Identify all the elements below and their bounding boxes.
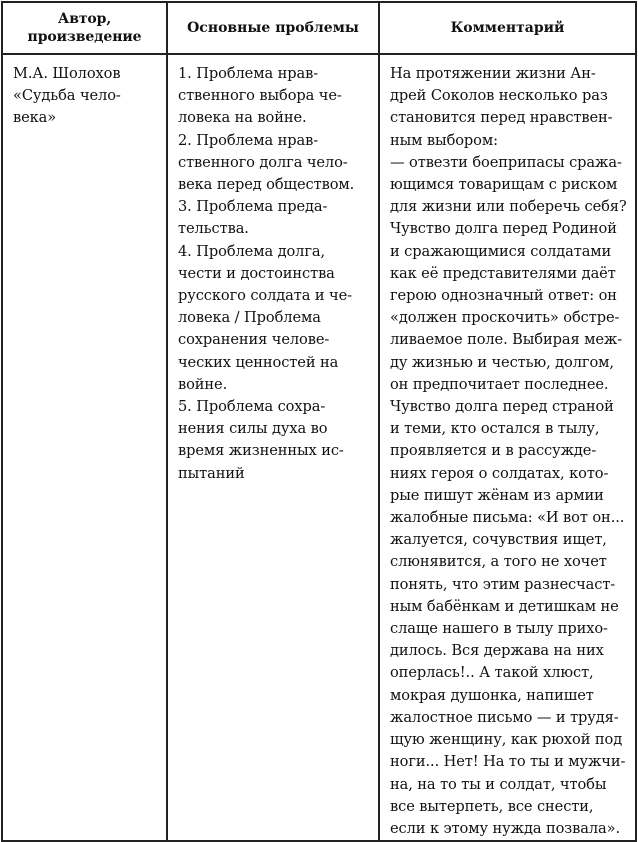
comment-line: слаще нашего в тылу прихо- — [390, 620, 608, 638]
header-author — [2, 2, 167, 54]
problem-line: 5. Проблема сохра- — [178, 398, 326, 416]
comment-line: проявляется и в рассужде- — [390, 442, 597, 460]
comment-line: на, на то ты и солдат, чтобы — [390, 775, 607, 793]
comment-line: дрей Соколов несколько раз — [390, 87, 608, 105]
problem-line: 3. Проблема преда- — [178, 198, 328, 216]
author-cell — [3, 55, 166, 130]
problem-line: тельства. — [178, 220, 249, 238]
comment-line: ным выбором: — [390, 131, 498, 149]
comment-line: Чувство долга перед страной — [390, 398, 614, 416]
table-row — [2, 54, 636, 841]
problem-line: русского солдата и че- — [178, 287, 352, 305]
comment-line: герою однозначный ответ: он — [390, 287, 617, 305]
problem-line: ловека на войне. — [178, 109, 307, 127]
comment-line: и теми, кто остался в тылу, — [390, 420, 600, 438]
problem-line: время жизненных ис- — [178, 442, 344, 460]
problems-cell — [168, 55, 378, 485]
comment-line: дилось. Вся держава на них — [390, 642, 604, 660]
comment-line: жалостное письмо — и трудя- — [390, 708, 619, 726]
comment-line: он предпочитает последнее. — [390, 375, 609, 393]
comment-line: — отвезти боеприпасы сража- — [390, 153, 622, 171]
problem-line: 2. Проблема нрав- — [178, 131, 319, 149]
comment-line: и сражающимися солдатами — [390, 242, 612, 260]
problem-line: 1. Проблема нрав- — [178, 65, 319, 82]
problem-line: 4. Проблема долга, — [178, 242, 326, 260]
comment-line: понять, что этим разнесчаст- — [390, 575, 616, 593]
author-line: века» — [13, 109, 57, 127]
problem-line: войне. — [178, 375, 228, 393]
problem-line: ственного выбора че- — [178, 87, 342, 105]
problem-line: пытаний — [178, 464, 245, 482]
problem-line: ческих ценностей на — [178, 353, 339, 371]
comment-line: как её представителями даёт — [390, 264, 616, 282]
author-line: М.А. Шолохов — [13, 65, 121, 82]
problem-line: ственного долга чело- — [178, 153, 348, 171]
comment-line: мокрая душонка, напишет — [390, 686, 594, 704]
problem-line: ловека / Проблема — [178, 309, 321, 327]
problem-line: нения силы духа во — [178, 420, 328, 438]
literature-table — [1, 1, 637, 842]
header-comment: Комментарий — [379, 2, 636, 54]
comment-line: ным бабёнкам и детишкам не — [390, 597, 619, 615]
author-line: «Судьба чело- — [13, 87, 121, 105]
problem-line: века перед обществом. — [178, 176, 355, 194]
comment-cell — [380, 55, 635, 840]
header-author-line: Автор, — [57, 11, 112, 27]
comment-line: оперлась!.. А такой хлюст, — [390, 664, 594, 682]
comment-line: ноги... Нет! На то ты и мужчи- — [390, 753, 626, 771]
comment-line: для жизни или поберечь себя? — [390, 198, 627, 216]
comment-line: все вытерпеть, все снести, — [390, 797, 594, 815]
comment-line: щую женщину, как рюхой под — [390, 731, 623, 749]
comment-line: «должен проскочить» обстре- — [390, 309, 620, 327]
comment-line: жалуется, сочувствия ищет, — [390, 531, 607, 549]
comment-line: если к этому нужда позвала». — [390, 819, 621, 837]
header-problems: Основные проблемы — [167, 2, 379, 54]
comment-line: ниях героя о солдатах, кото- — [390, 464, 609, 482]
comment-line: жалобные письма: «И вот он... — [390, 509, 625, 527]
comment-line: ющимся товарищам с риском — [390, 176, 618, 194]
comment-line: становится перед нравствен- — [390, 109, 613, 127]
comment-line: Чувство долга перед Родиной — [390, 220, 617, 238]
comment-line: ду жизнью и честью, долгом, — [390, 353, 614, 371]
comment-line: На протяжении жизни Ан- — [390, 65, 596, 82]
header-author-line: произведение — [27, 29, 142, 45]
comment-line: ливаемое поле. Выбирая меж- — [390, 331, 623, 349]
comment-line: рые пишут жёнам из армии — [390, 486, 604, 504]
comment-line: слюнявится, а того не хочет — [390, 553, 607, 571]
header-row — [2, 2, 636, 54]
problem-line: чести и достоинства — [178, 264, 335, 282]
problem-line: сохранения челове- — [178, 331, 330, 349]
